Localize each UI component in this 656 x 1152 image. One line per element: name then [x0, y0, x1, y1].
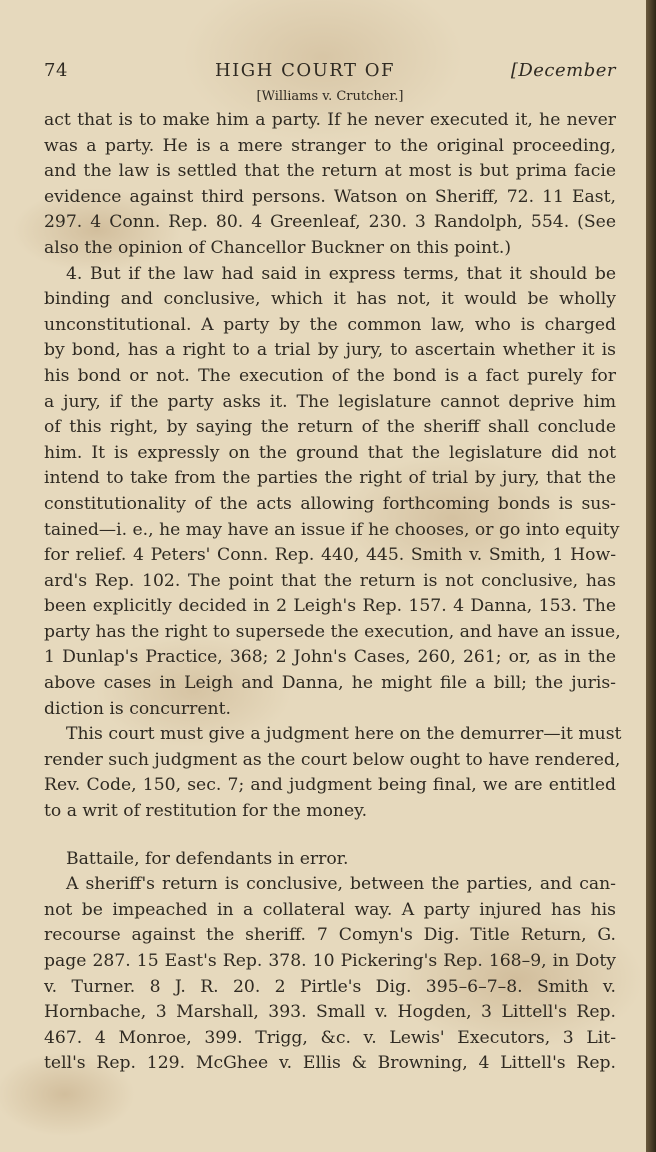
text-line: 1 Dunlap's Practice, 368; 2 John's Cases, 260, 261; or, as in the: [44, 647, 616, 668]
section-gap: [44, 825, 616, 847]
text-line: evidence against third persons. Watson on Sheriff, 72. 11 East,: [44, 186, 616, 207]
text-line: constitutionality of the acts allowing forthcoming bonds is sus-: [44, 493, 616, 514]
term-month: [December: [510, 60, 616, 81]
text-line: 4. But if the law had said in express terms, that it should be: [66, 263, 616, 284]
paragraph-3: [44, 722, 622, 824]
running-head: [44, 60, 616, 81]
text-line: above cases in Leigh and Danna, he might file a bill; the juris-: [44, 673, 616, 694]
case-title: [Williams v. Crutcher.]: [256, 89, 404, 104]
court-title: HIGH COURT OF: [214, 60, 395, 81]
text-line: tell's Rep. 129. McGhee v. Ellis & Browning, 4 Littell's Rep.: [44, 1053, 616, 1074]
text-line: and the law is settled that the return at most is but prima facie: [44, 161, 616, 182]
text-line: his bond or not. The execution of the bond is a fact purely for: [44, 365, 616, 386]
text-line: ard's Rep. 102. The point that the return is not conclusive, has: [44, 570, 616, 591]
page-number: 74: [44, 60, 68, 81]
text-line: binding and conclusive, which it has not, it would be wholly: [44, 289, 616, 310]
book-edge: [646, 0, 656, 1152]
paragraph-2: [44, 262, 621, 723]
text-line: This court must give a judgment here on the demurrer—it must: [66, 724, 622, 745]
counsel-line: Battaile, for defendants in error.: [66, 848, 349, 869]
text-line: 467. 4 Monroe, 399. Trigg, &c. v. Lewis' Executors, 3 Lit-: [44, 1027, 616, 1048]
text-line: page 287. 15 East's Rep. 378. 10 Pickering's Rep. 168–9, in Doty: [44, 951, 616, 971]
paragraph-4: [44, 872, 616, 1077]
text-line: unconstitutional. A party by the common law, who is charged: [44, 314, 616, 335]
text-line: a jury, if the party asks it. The legislature cannot deprive him: [44, 391, 616, 412]
text-line: him. It is expressly on the ground that the legislature did not: [44, 442, 616, 463]
text-line: diction is concurrent.: [44, 698, 231, 719]
text-line: v. Turner. 8 J. R. 20. 2 Pirtle's Dig. 395–6–7–8. Smith v.: [44, 976, 616, 997]
text-line: tained—i. e., he may have an issue if he chooses, or go into equity: [44, 519, 620, 540]
text-line: 297. 4 Conn. Rep. 80. 4 Greenleaf, 230. 3 Randolph, 554. (See: [44, 212, 616, 233]
text-line: for relief. 4 Peters' Conn. Rep. 440, 445. Smith v. Smith, 1 How-: [44, 545, 616, 566]
text-line: Rev. Code, 150, sec. 7; and judgment being final, we are entitled: [44, 775, 616, 796]
text-line: not be impeached in a collateral way. A party injured has his: [44, 899, 616, 920]
text-line: been explicitly decided in 2 Leigh's Rep. 157. 4 Danna, 153. The: [44, 596, 616, 617]
paragraph-1: [44, 108, 616, 262]
text-line: of this right, by saying the return of the sheriff shall conclude: [44, 417, 616, 438]
text-line: act that is to make him a party. If he never executed it, he never: [44, 110, 616, 130]
text-line: was a party. He is a mere stranger to the original proceeding,: [44, 135, 616, 156]
text-line: recourse against the sheriff. 7 Comyn's Dig. Title Return, G.: [44, 925, 616, 946]
text-line: also the opinion of Chancellor Buckner on this point.): [44, 237, 512, 258]
text-line: by bond, has a right to a trial by jury, to ascertain whether it is: [44, 340, 616, 361]
text-line: Hornbache, 3 Marshall, 393. Small v. Hogden, 3 Littell's Rep.: [44, 1002, 616, 1023]
text-line: render such judgment as the court below ought to have rendered,: [44, 749, 621, 770]
text-line: to a writ of restitution for the money.: [44, 801, 368, 822]
text-line: A sheriff's return is conclusive, between the parties, and can-: [66, 874, 616, 895]
text-line: intend to take from the parties the right of trial by jury, that the: [44, 468, 616, 489]
text-line: party has the right to supersede the execution, and have an issue,: [44, 621, 621, 642]
